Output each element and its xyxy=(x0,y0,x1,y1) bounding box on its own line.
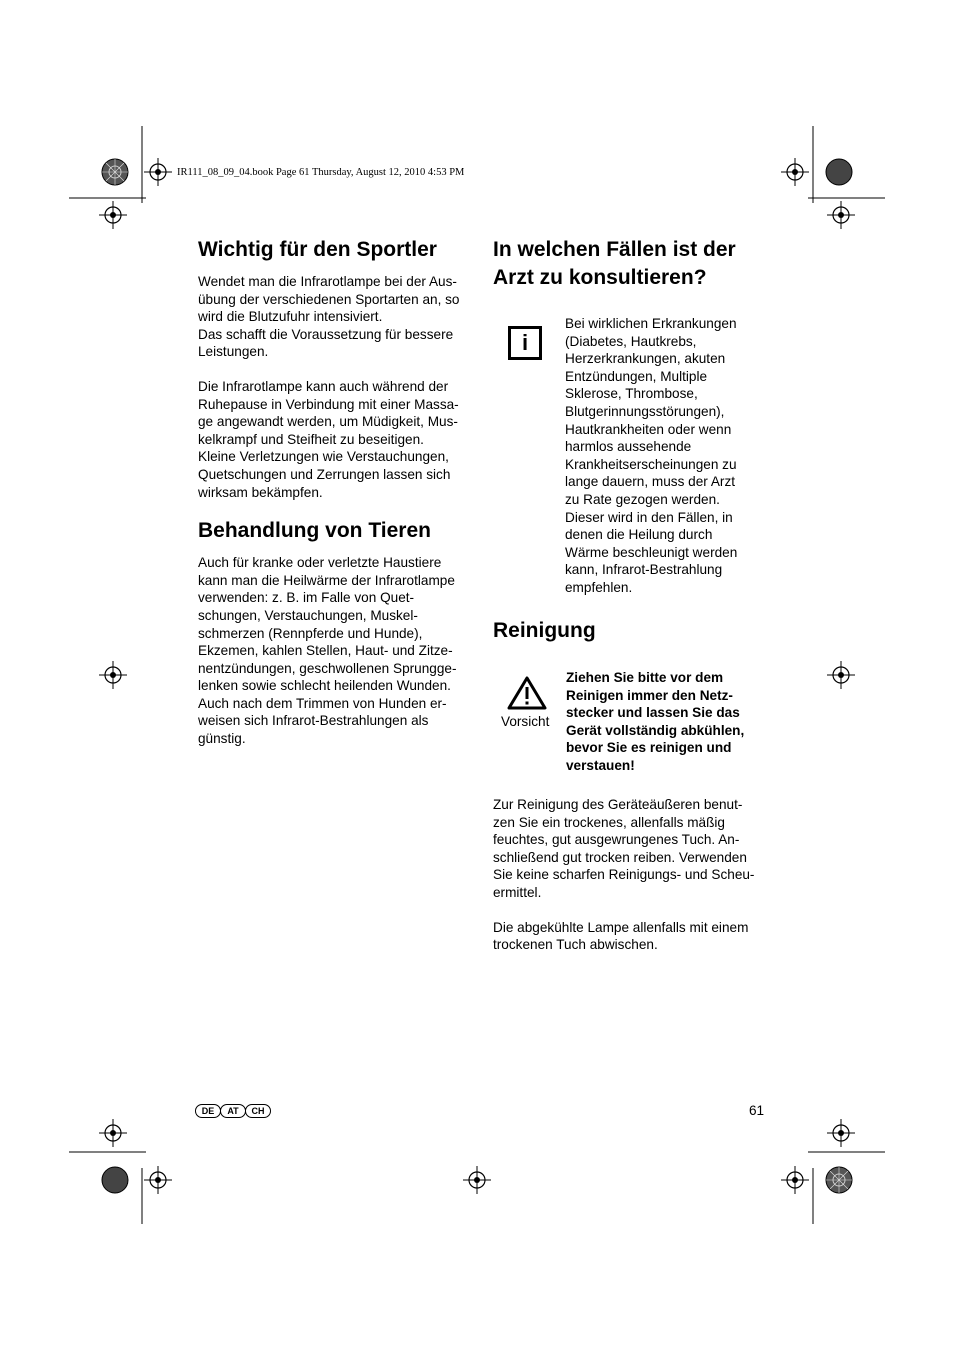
arzt-info-text: Bei wirklichen Erkrankungen (Diabetes, Hautkrebs, Herzerkrankungen, akuten Entzündungen, Multiple Sklerose, Thrombose, Blutgerinnungsstörungen), Hautkrankheiten oder wenn harmlos aussehende Krankheitserscheinungen zu lange dauern, muss der Arzt zu Rate gezogen werden. Dieser wird in den Fällen, in denen die Heilung durch Wärme beschleunigt werden kann, Infrarot-Bestrahlung empfehlen. xyxy=(565,316,738,595)
country-badge-at: AT xyxy=(220,1104,246,1118)
country-badges xyxy=(195,1104,270,1118)
country-badge-ch: CH xyxy=(245,1104,271,1118)
heading-reinigung: Reinigung xyxy=(493,619,596,642)
info-icon: i xyxy=(508,326,542,360)
warning-triangle-icon xyxy=(507,675,547,711)
reinigung-paragraph-2: Die abgekühlte Lampe allenfalls mit einem trockenen Tuch abwischen. xyxy=(493,919,749,953)
warning-text: Ziehen Sie bitte vor dem Reinigen immer den Netz- stecker und lassen Sie das Gerät vollständig abkühlen, bevor Sie es reinigen und verstauen! xyxy=(566,670,745,773)
heading-tiere: Behandlung von Tieren xyxy=(198,519,431,543)
tiere-paragraph: Auch für kranke oder verletzte Haustiere kann man die Heilwärme der Infrarotlampe verwenden: z. B. im Falle von Quet- schungen, Verstauchungen, Muskel- schmerzen (Rennpferde und Hunde), Ekzemen, kahlen Stellen, Haut- und Zitze- nentzündungen, geschwollenen Sprungge- lenken sowie schlecht heilenden Wunden. Auch nach dem Trimmen von Hunden er- weisen sich Infrarot-Bestrahlungen als günstig. xyxy=(198,555,457,747)
warning-label: Vorsicht xyxy=(501,714,550,729)
left-column xyxy=(198,236,478,748)
heading-arzt: In welchen Fällen ist der Arzt zu konsultieren? xyxy=(493,238,736,289)
print-file-info: IR111_08_09_04.book Page 61 Thursday, August 12, 2010 4:53 PM xyxy=(177,167,465,178)
arzt-info-block xyxy=(565,315,765,597)
sportler-paragraph-2: Die Infrarotlampe kann auch während der Ruhepause in Verbindung mit einer Massa- ge angewandt werden, um Müdigkeit, Mus- kelkrampf und Steifheit zu beseitigen. Kleine Verletzungen wie Verstauchungen, Quetschungen und Zerrungen lassen sich wirksam bekämpfen. xyxy=(198,378,459,500)
reinigung-paragraph-1: Zur Reinigung des Geräteäußeren benut- zen Sie ein trockenes, allenfalls mäßig feuchtes, gut ausgewrungenes Tuch. An- schließend gut trocken reiben. Verwenden Sie keine scharfen Reinigungs- und Scheu- ermittel. xyxy=(493,797,755,900)
warning-block xyxy=(566,669,776,775)
right-column xyxy=(493,236,783,292)
country-badge-de: DE xyxy=(195,1104,221,1118)
heading-sportler: Wichtig für den Sportler xyxy=(198,238,437,261)
sportler-paragraph-1: Wendet man die Infrarotlampe bei der Aus- übung der verschiedenen Sportarten an, so wird die Blutzufuhr intensiviert. Das schafft die Voraussetzung für bessere Leistungen. xyxy=(198,274,460,360)
page-number: 61 xyxy=(749,1103,765,1118)
reinigung-text-block xyxy=(493,796,783,954)
